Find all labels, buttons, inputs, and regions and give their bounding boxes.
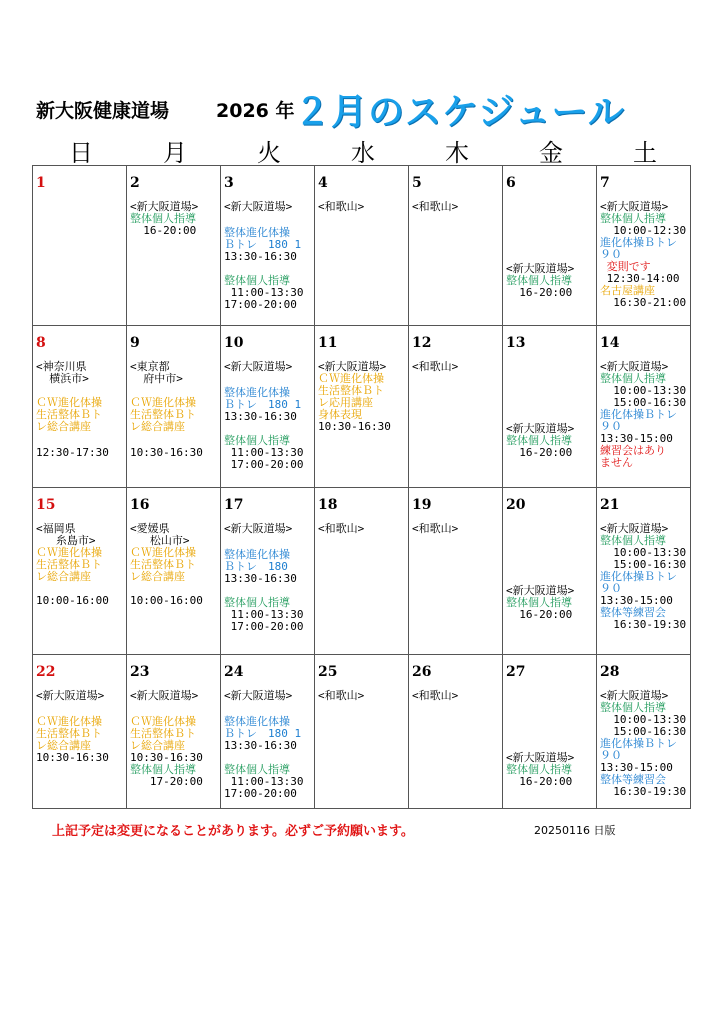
schedule-line: <新大阪道場> — [506, 584, 575, 597]
day-cell — [315, 326, 409, 488]
page-header — [36, 84, 676, 134]
schedule-line: 17:00-20:00 — [224, 458, 304, 471]
day-cell — [503, 326, 597, 488]
schedule-line: 16-20:00 — [506, 775, 573, 788]
day-cell — [597, 326, 691, 488]
day-number: 14 — [600, 335, 620, 351]
schedule-line: 府中市> — [130, 372, 183, 385]
day-cell — [33, 326, 127, 488]
schedule-line: 16:30-19:30 — [600, 785, 687, 798]
schedule-line: 11:00-13:30 — [224, 286, 304, 299]
schedule-line: 生活整体Ｂト — [36, 558, 102, 571]
schedule-line: レ応用講座 — [318, 396, 373, 409]
schedule-line: 15:00-16:30 — [600, 725, 687, 738]
schedule-line: 10:30-16:30 — [36, 751, 109, 764]
schedule-line: <新大阪道場> — [600, 360, 669, 373]
schedule-line: <新大阪道場> — [318, 360, 387, 373]
schedule-line: 13:30-15:00 — [600, 432, 673, 445]
schedule-line: 10:00-13:30 — [600, 384, 687, 397]
day-number: 3 — [224, 175, 234, 191]
schedule-line: <新大阪道場> — [600, 522, 669, 535]
schedule-line: 16-20:00 — [506, 286, 573, 299]
schedule-line: 整体進化体操 — [224, 548, 290, 561]
schedule-line: <神奈川県 — [36, 360, 87, 373]
day-cell — [127, 326, 221, 488]
day-number: 21 — [600, 497, 620, 513]
schedule-line: 整体個人指導 — [224, 596, 290, 609]
weekday-fri: 金 — [539, 139, 563, 167]
schedule-line: ＣＷ進化体操 — [36, 546, 102, 559]
day-cell — [597, 166, 691, 326]
day-cell — [127, 166, 221, 326]
weekday-header-row — [32, 133, 692, 167]
schedule-line: 進化体操Ｂトレ — [600, 408, 677, 421]
schedule-line: <新大阪道場> — [224, 689, 293, 702]
schedule-line: 整体個人指導 — [130, 212, 196, 225]
schedule-line: レ総合講座 — [36, 420, 91, 433]
schedule-line: 17:00-20:00 — [224, 298, 297, 311]
day-number: 24 — [224, 664, 244, 680]
schedule-line: 整体個人指導 — [224, 434, 290, 447]
schedule-line: ９０ — [600, 420, 622, 433]
schedule-line: 生活整体Ｂト — [130, 408, 196, 421]
day-number: 26 — [412, 664, 432, 680]
schedule-line: ＣＷ進化体操 — [130, 396, 196, 409]
change-notice: 上記予定は変更になることがあります。必ずご予約願います。 — [52, 824, 414, 839]
day-cell — [127, 655, 221, 809]
schedule-line: Ｂトレ 180 1 — [224, 238, 302, 251]
day-cell — [409, 488, 503, 655]
day-number: 9 — [130, 335, 140, 351]
schedule-line: 進化体操Ｂトレ — [600, 570, 677, 583]
schedule-line: レ総合講座 — [130, 570, 185, 583]
schedule-line: <和歌山> — [318, 522, 365, 535]
day-cell — [33, 166, 127, 326]
weekday-sat: 土 — [633, 139, 657, 167]
schedule-line: レ総合講座 — [36, 739, 91, 752]
schedule-line: <新大阪道場> — [130, 200, 199, 213]
schedule-line: 整体進化体操 — [224, 226, 290, 239]
schedule-line: 進化体操Ｂトレ — [600, 737, 677, 750]
schedule-line: 10:00-12:30 — [600, 224, 687, 237]
day-cell — [503, 166, 597, 326]
day-cell — [127, 488, 221, 655]
weekday-sun: 日 — [69, 139, 93, 167]
schedule-line: ＣＷ進化体操 — [318, 372, 384, 385]
weekday-thu: 木 — [445, 139, 469, 167]
schedule-line: 12:30-17:30 — [36, 446, 109, 459]
schedule-line: 整体等練習会 — [600, 773, 666, 786]
schedule-line: <福岡県 — [36, 522, 76, 535]
schedule-line: 10:30-16:30 — [130, 751, 203, 764]
day-number: 11 — [318, 335, 338, 351]
schedule-line: Ｂトレ 180 — [224, 560, 288, 573]
schedule-line: 進化体操Ｂトレ — [600, 236, 677, 249]
schedule-line: <愛媛県 — [130, 522, 170, 535]
schedule-line: <新大阪道場> — [600, 200, 669, 213]
day-number: 23 — [130, 664, 150, 680]
schedule-line: <和歌山> — [318, 689, 365, 702]
schedule-line: 13:30-15:00 — [600, 594, 673, 607]
schedule-line: 横浜市> — [36, 372, 89, 385]
schedule-line: <和歌山> — [318, 200, 365, 213]
day-cell — [221, 655, 315, 809]
day-cell — [409, 326, 503, 488]
schedule-line: レ総合講座 — [130, 420, 185, 433]
schedule-line: <東京都 — [130, 360, 170, 373]
schedule-line: Ｂトレ 180 1 — [224, 727, 302, 740]
schedule-line: 松山市> — [130, 534, 190, 547]
day-cell — [315, 655, 409, 809]
day-cell — [221, 488, 315, 655]
schedule-line: 練習会はあり — [600, 444, 666, 457]
day-number: 4 — [318, 175, 328, 191]
schedule-line: 整体個人指導 — [506, 434, 572, 447]
schedule-line: 15:00-16:30 — [600, 558, 687, 571]
day-number: 10 — [224, 335, 244, 351]
schedule-line: 13:30-16:30 — [224, 410, 297, 423]
page-title: ２月のスケジュール — [294, 92, 625, 133]
weekday-mon: 月 — [163, 139, 187, 167]
day-cell — [597, 655, 691, 809]
schedule-line: 16-20:00 — [130, 224, 197, 237]
day-number: 5 — [412, 175, 422, 191]
schedule-line: 11:00-13:30 — [224, 446, 304, 459]
schedule-line: ＣＷ進化体操 — [130, 715, 196, 728]
day-cell — [315, 488, 409, 655]
day-number: 2 — [130, 175, 140, 191]
day-cell — [503, 488, 597, 655]
schedule-line: <新大阪道場> — [506, 262, 575, 275]
day-number: 19 — [412, 497, 432, 513]
schedule-line: ません — [600, 456, 633, 469]
schedule-line: 身体表現 — [318, 408, 362, 421]
schedule-line: 整体個人指導 — [224, 763, 290, 776]
schedule-line: 整体個人指導 — [600, 212, 666, 225]
schedule-line: 10:00-16:00 — [36, 594, 109, 607]
day-number: 20 — [506, 497, 526, 513]
schedule-line: 16:30-21:00 — [600, 296, 687, 309]
schedule-line: 整体個人指導 — [506, 274, 572, 287]
schedule-line: ９０ — [600, 749, 622, 762]
day-cell — [221, 166, 315, 326]
schedule-line: 13:30-15:00 — [600, 761, 673, 774]
schedule-line: <和歌山> — [412, 200, 459, 213]
schedule-line: 15:00-16:30 — [600, 396, 687, 409]
schedule-line: 変則です — [600, 260, 651, 273]
schedule-line: 17:00-20:00 — [224, 620, 304, 633]
schedule-year: 2026 年 — [216, 100, 295, 122]
schedule-line: 整体個人指導 — [506, 763, 572, 776]
day-number: 7 — [600, 175, 610, 191]
schedule-line: 整体個人指導 — [600, 701, 666, 714]
day-number: 27 — [506, 664, 526, 680]
schedule-line: <新大阪道場> — [224, 522, 293, 535]
day-number: 18 — [318, 497, 338, 513]
day-cell — [409, 655, 503, 809]
schedule-line: 16:30-19:30 — [600, 618, 687, 631]
day-number: 17 — [224, 497, 244, 513]
schedule-line: 16-20:00 — [506, 608, 573, 621]
weekday-wed: 水 — [351, 139, 375, 167]
day-cell — [409, 166, 503, 326]
schedule-line: <新大阪道場> — [130, 689, 199, 702]
day-number: 25 — [318, 664, 338, 680]
schedule-line: 10:00-16:00 — [130, 594, 203, 607]
schedule-line: 生活整体Ｂト — [36, 727, 102, 740]
schedule-line: 整体個人指導 — [224, 274, 290, 287]
day-number: 12 — [412, 335, 432, 351]
schedule-line: 13:30-16:30 — [224, 250, 297, 263]
schedule-line: 生活整体Ｂト — [130, 558, 196, 571]
schedule-line: <新大阪道場> — [506, 751, 575, 764]
schedule-line: 整体個人指導 — [600, 372, 666, 385]
day-cell — [597, 488, 691, 655]
schedule-line: ９０ — [600, 248, 622, 261]
schedule-line: 17-20:00 — [130, 775, 203, 788]
weekday-tue: 火 — [257, 139, 281, 167]
schedule-line: 10:00-13:30 — [600, 713, 687, 726]
day-number: 13 — [506, 335, 526, 351]
version-label: 20250116 日版 — [534, 824, 616, 837]
schedule-line: <新大阪道場> — [600, 689, 669, 702]
day-number: 1 — [36, 175, 46, 191]
schedule-line: <和歌山> — [412, 360, 459, 373]
schedule-line: Ｂトレ 180 1 — [224, 398, 302, 411]
day-number: 22 — [36, 664, 56, 680]
schedule-line: 整体進化体操 — [224, 715, 290, 728]
schedule-line: 生活整体Ｂト — [36, 408, 102, 421]
day-cell — [33, 655, 127, 809]
schedule-line: ＣＷ進化体操 — [36, 396, 102, 409]
schedule-line: 生活整体Ｂト — [318, 384, 384, 397]
schedule-line: <新大阪道場> — [506, 422, 575, 435]
schedule-line: 整体個人指導 — [506, 596, 572, 609]
schedule-line: <新大阪道場> — [36, 689, 105, 702]
schedule-line: <和歌山> — [412, 522, 459, 535]
dojo-name: 新大阪健康道場 — [36, 100, 170, 122]
schedule-line: 12:30-14:00 — [600, 272, 680, 285]
schedule-line: 10:30-16:30 — [130, 446, 203, 459]
schedule-line: 10:30-16:30 — [318, 420, 391, 433]
day-cell — [315, 166, 409, 326]
day-cell — [33, 488, 127, 655]
calendar-grid — [32, 165, 691, 809]
schedule-line: 11:00-13:30 — [224, 608, 304, 621]
schedule-line: <和歌山> — [412, 689, 459, 702]
schedule-line: 糸島市> — [36, 534, 96, 547]
schedule-line: ＣＷ進化体操 — [130, 546, 196, 559]
day-number: 6 — [506, 175, 516, 191]
day-number: 15 — [36, 497, 56, 513]
schedule-line: 10:00-13:30 — [600, 546, 687, 559]
schedule-line: 名古屋講座 — [600, 284, 655, 297]
schedule-line: 13:30-16:30 — [224, 572, 297, 585]
day-number: 28 — [600, 664, 620, 680]
schedule-line: 16-20:00 — [506, 446, 573, 459]
day-number: 8 — [36, 335, 46, 351]
schedule-line: 生活整体Ｂト — [130, 727, 196, 740]
schedule-line: レ総合講座 — [36, 570, 91, 583]
schedule-line: ９０ — [600, 582, 622, 595]
schedule-line: <新大阪道場> — [224, 360, 293, 373]
schedule-line: ＣＷ進化体操 — [36, 715, 102, 728]
schedule-line: レ総合講座 — [130, 739, 185, 752]
schedule-line: 整体等練習会 — [600, 606, 666, 619]
schedule-line: 17:00-20:00 — [224, 787, 297, 800]
schedule-line: <新大阪道場> — [224, 200, 293, 213]
day-cell — [503, 655, 597, 809]
schedule-line: 整体進化体操 — [224, 386, 290, 399]
schedule-line: 整体個人指導 — [130, 763, 196, 776]
schedule-line: 11:00-13:30 — [224, 775, 304, 788]
schedule-line: 整体個人指導 — [600, 534, 666, 547]
day-cell — [221, 326, 315, 488]
schedule-line: 13:30-16:30 — [224, 739, 297, 752]
day-number: 16 — [130, 497, 150, 513]
